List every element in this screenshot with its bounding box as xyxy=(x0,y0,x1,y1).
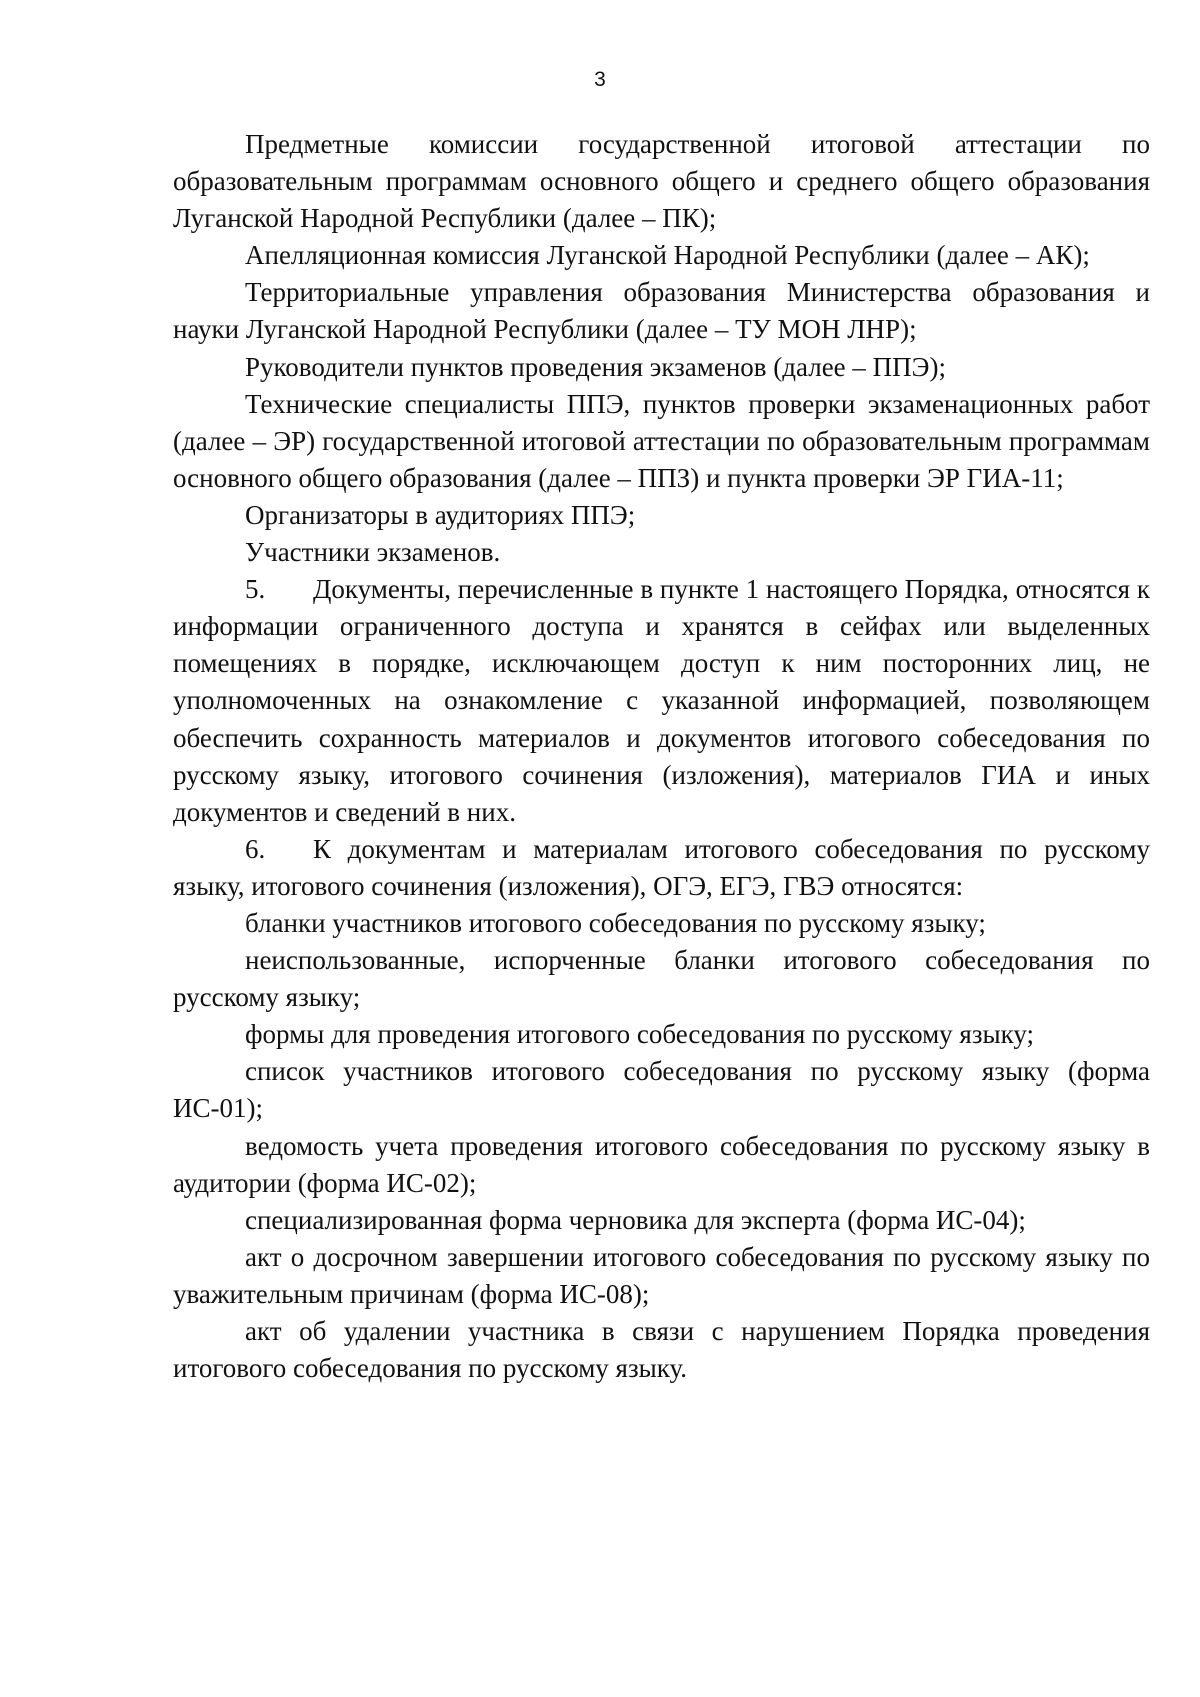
paragraph-tu-mon xyxy=(173,274,1150,348)
list-item xyxy=(173,1239,1150,1313)
paragraph-text: неиспользованные, испорченные бланки итогового собеседования по русскому языку; xyxy=(173,945,1150,1013)
paragraph-item-6 xyxy=(173,831,1150,905)
list-item xyxy=(173,1202,1150,1239)
paragraph-tech-specialists xyxy=(173,386,1150,497)
item-number: 5. xyxy=(245,574,266,605)
document-body xyxy=(173,126,1150,1387)
list-item xyxy=(173,1016,1150,1053)
paragraph-text: Территориальные управления образования Министерства образования и науки Луганской Народной Республики (далее – ТУ МОН ЛНР); xyxy=(173,277,1150,345)
paragraph-text: Организаторы в аудиториях ППЭ; xyxy=(245,499,636,530)
paragraph-ak xyxy=(173,237,1150,274)
paragraph-text: список участников итогового собеседования по русскому языку (форма ИС-01); xyxy=(173,1056,1150,1124)
paragraph-text: Технические специалисты ППЭ, пунктов проверки экзаменационных работ (далее – ЭР) государственной итоговой аттестации по образовательным программам основного общего образования (далее – ППЗ) и пункта проверки ЭР ГИА-11; xyxy=(173,388,1150,493)
paragraph-text: акт о досрочном завершении итогового собеседования по русскому языку по уважительным причинам (форма ИС-08); xyxy=(173,1241,1150,1309)
paragraph-text: Апелляционная комиссия Луганской Народной Республики (далее – АК); xyxy=(245,240,1090,271)
paragraph-ppe-heads xyxy=(173,349,1150,386)
list-item xyxy=(173,1313,1150,1387)
list-item xyxy=(173,942,1150,1016)
paragraph-text: Участники экзаменов. xyxy=(245,537,501,568)
paragraph-text: бланки участников итогового собеседования по русскому языку; xyxy=(245,907,986,938)
paragraph-text: Документы, перечисленные в пункте 1 настоящего Порядка, относятся к информации ограниченного доступа и хранятся в сейфах или выделенных помещениях в порядке, исключающем доступ к ним посторонних лиц, не уполномоченных на ознакомление с указанной информацией, позволяющем обеспечить сохранность материалов и документов итогового собеседования по русскому языку, итогового сочинения (изложения), материалов ГИА и иных документов и сведений в них. xyxy=(173,574,1150,827)
paragraph-text: Предметные комиссии государственной итоговой аттестации по образовательным программам основного общего и среднего общего образования Луганской Народной Республики (далее – ПК); xyxy=(173,129,1150,234)
paragraph-text: формы для проведения итогового собеседования по русскому языку; xyxy=(245,1019,1035,1050)
paragraph-text: специализированная форма черновика для эксперта (форма ИС-04); xyxy=(245,1204,1026,1235)
item-number: 6. xyxy=(245,833,266,864)
paragraph-pk xyxy=(173,126,1150,237)
list-item xyxy=(173,1053,1150,1127)
paragraph-organizers xyxy=(173,497,1150,534)
page-number: 3 xyxy=(594,68,606,91)
paragraph-item-5 xyxy=(173,571,1150,831)
paragraph-text: ведомость учета проведения итогового собеседования по русскому языку в аудитории (форма ИС-02); xyxy=(173,1130,1150,1198)
paragraph-text: К документам и материалам итогового собеседования по русскому языку, итогового сочинения (изложения), ОГЭ, ЕГЭ, ГВЭ относятся: xyxy=(173,833,1150,901)
paragraph-text: Руководители пунктов проведения экзаменов (далее – ППЭ); xyxy=(245,351,946,382)
paragraph-text: акт об удалении участника в связи с нарушением Порядка проведения итогового собеседования по русскому языку. xyxy=(173,1316,1150,1384)
list-item xyxy=(173,905,1150,942)
paragraph-participants xyxy=(173,534,1150,571)
list-item xyxy=(173,1128,1150,1202)
